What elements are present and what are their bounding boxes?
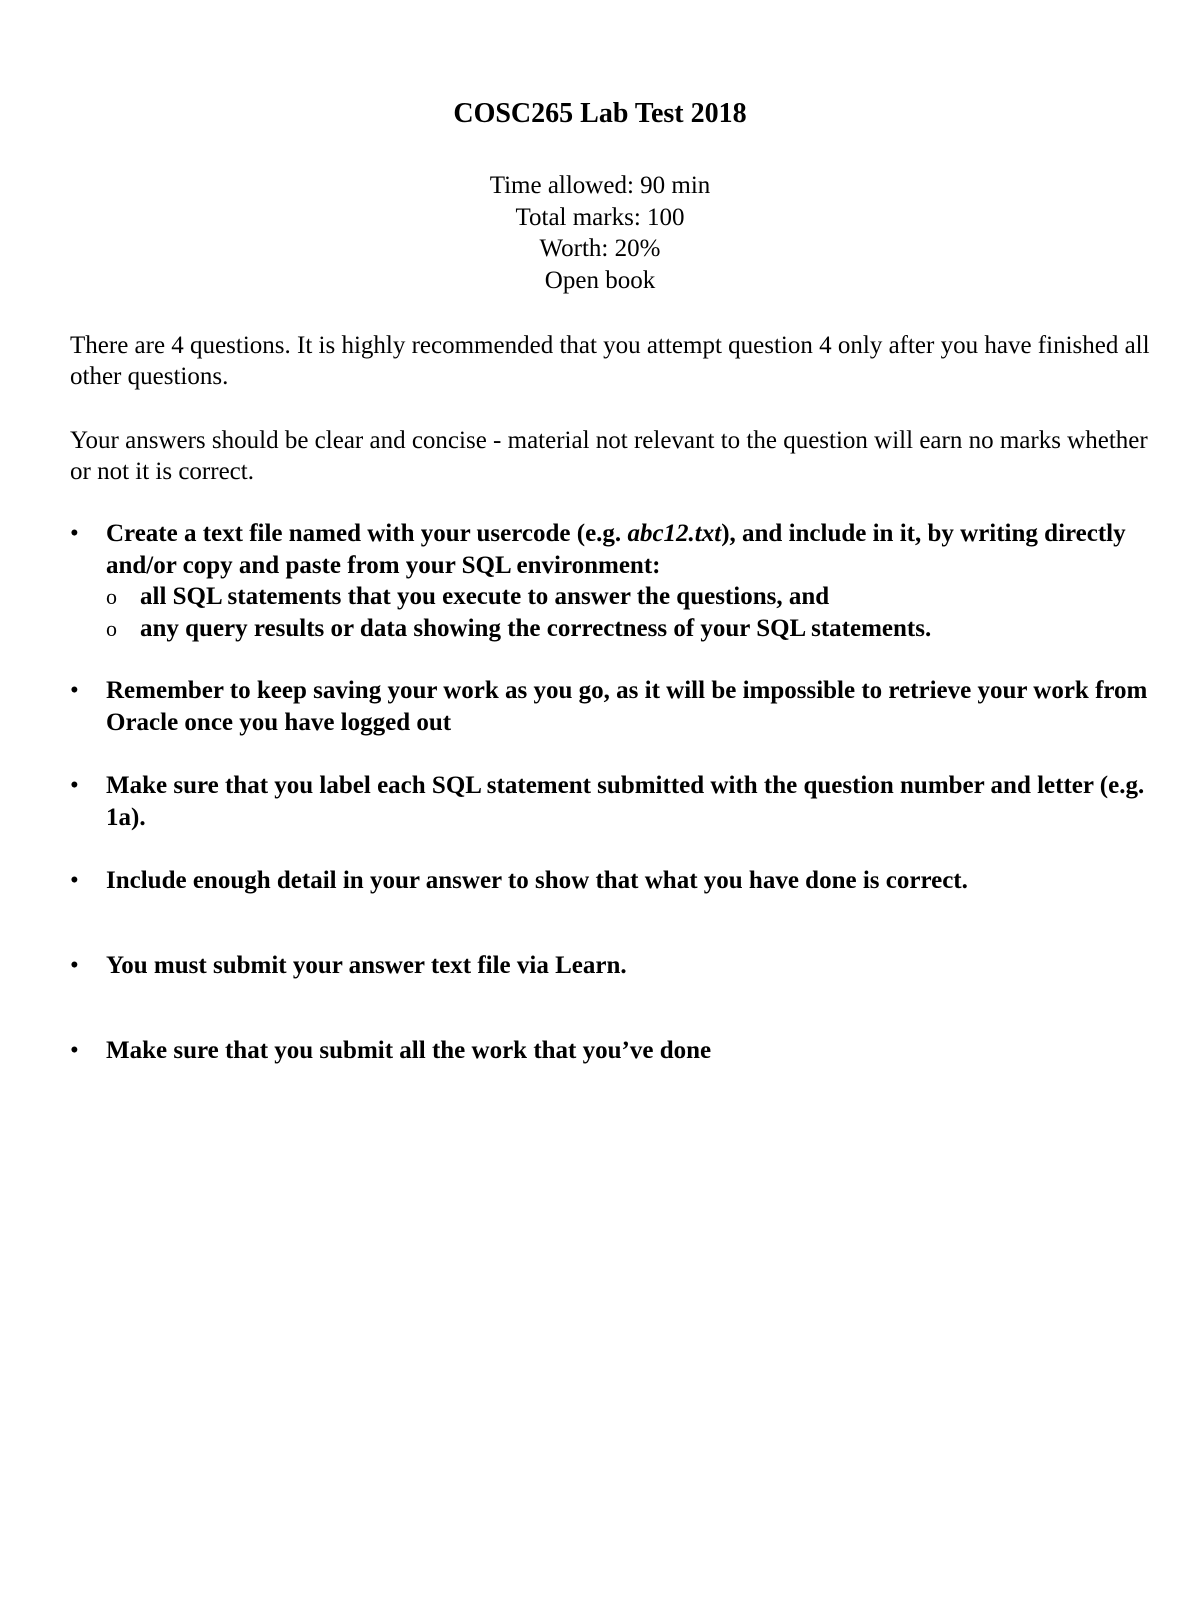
circle-bullet-icon: o xyxy=(106,615,117,641)
total-marks: Total marks: 100 xyxy=(515,203,685,231)
worth: Worth: 20% xyxy=(539,235,661,262)
instruction-text: You must submit your answer text file via Learn. xyxy=(106,952,627,979)
sub-item-text: any query results or data showing the correctness of your SQL statements. xyxy=(140,614,932,642)
answers-paragraph: Your answers should be clear and concise - material not relevant to the question will earn no marks whether or not it is correct. xyxy=(70,427,1148,485)
sub-item xyxy=(106,613,1150,645)
instruction-text-part: Create a text file named with your usercode (e.g. xyxy=(106,520,628,547)
exam-meta xyxy=(0,170,1200,296)
example-filename: abc12.txt xyxy=(627,520,722,547)
document-title: COSC265 Lab Test 2018 xyxy=(453,98,747,129)
bullet-icon: • xyxy=(70,772,79,799)
instruction-submit-all xyxy=(70,1035,1150,1067)
instruction-text-part: ), and include in it, by writing directly and/or copy and paste from your SQL environment: xyxy=(106,520,1126,579)
bullet-icon: • xyxy=(70,867,79,894)
instruction-text: Include enough detail in your answer to show that what you have done is correct. xyxy=(106,867,968,894)
instruction-text: Make sure that you label each SQL statement submitted with the question number and letter (e.g. 1a). xyxy=(106,772,1145,831)
instruction-text: Make sure that you submit all the work that you’ve done xyxy=(106,1037,712,1064)
instruction-submit-learn xyxy=(70,950,1150,982)
instruction-text: Remember to keep saving your work as you go, as it will be impossible to retrieve your work from Oracle once you have logged out xyxy=(106,677,1148,736)
open-book: Open book xyxy=(544,266,656,294)
instruction-keep-saving xyxy=(70,675,1150,738)
instruction-create-file xyxy=(70,518,1150,644)
sub-item-text: all SQL statements that you execute to answer the questions, and xyxy=(140,583,830,610)
instruction-text xyxy=(106,518,1150,581)
bullet-icon: • xyxy=(70,520,79,547)
bullet-icon: • xyxy=(70,677,79,704)
intro-paragraph: There are 4 questions. It is highly recommended that you attempt question 4 only after you have finished all other questions. xyxy=(70,332,1150,390)
bullet-icon: • xyxy=(70,1037,79,1064)
instruction-include-detail xyxy=(70,865,1150,897)
sub-item xyxy=(106,581,1150,613)
bullet-icon: • xyxy=(70,952,79,979)
time-allowed: Time allowed: 90 min xyxy=(489,172,711,199)
instruction-label-statements xyxy=(70,770,1150,833)
circle-bullet-icon: o xyxy=(106,584,117,609)
